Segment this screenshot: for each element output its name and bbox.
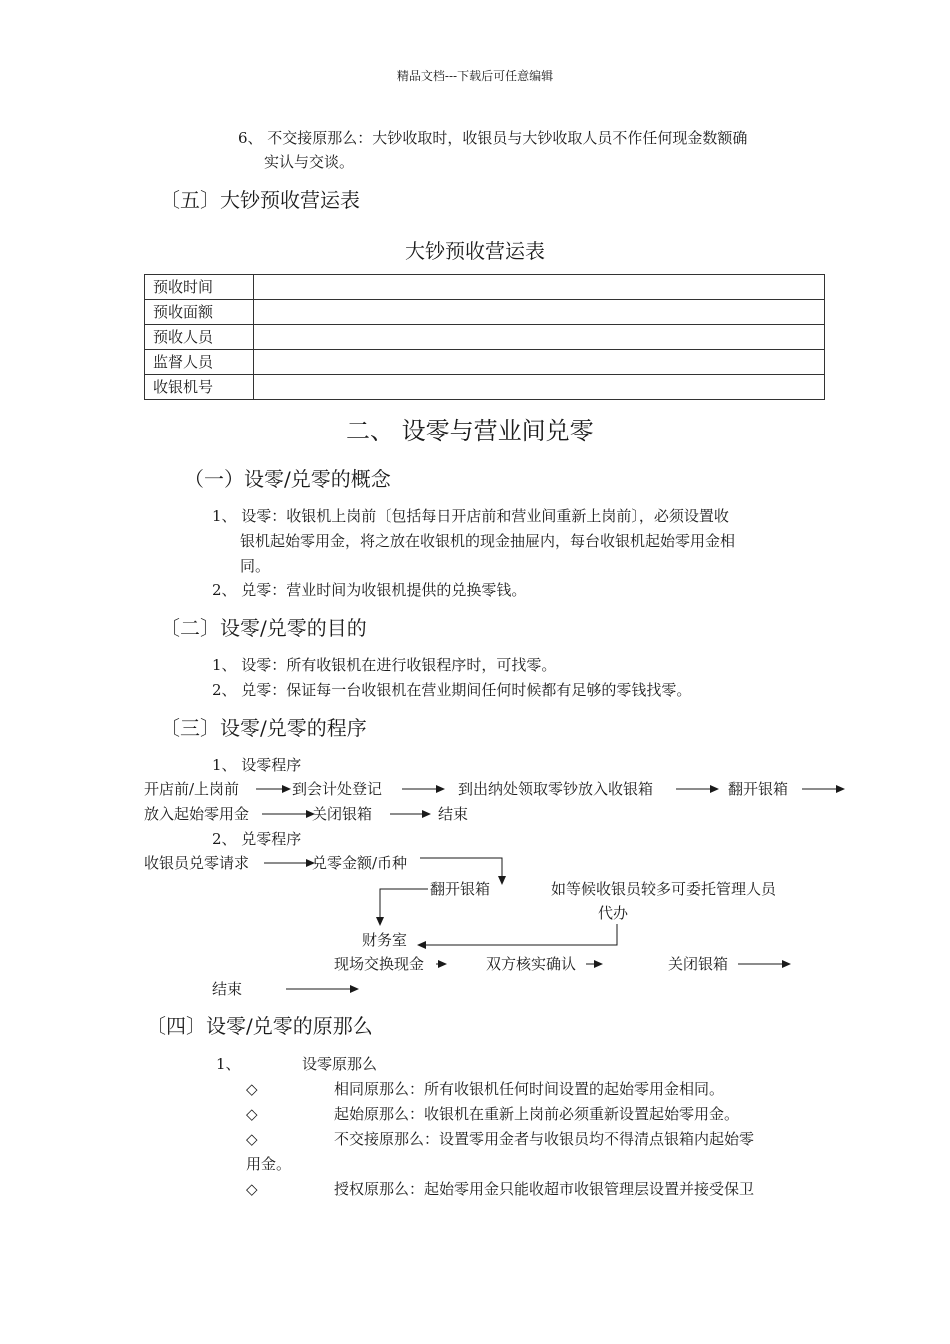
section-2-title: 〔二〕设零/兑零的目的 [160,616,367,640]
flow2-busy-line2: 代办 [598,904,629,922]
s2-item1: 1、 设零：所有收银机在进行收银程序时，可找零。 [212,656,557,674]
flow1-start: 开店前/上岗前 [144,780,240,798]
bullet-diamond-icon: ◇ [246,1130,258,1148]
section-1-title: （一）设零/兑零的概念 [184,467,391,491]
flow2-exchange: 现场交换现金 [334,955,425,973]
flow2-open: 翻开银箱 [430,880,491,898]
bullet-diamond-icon: ◇ [246,1180,258,1198]
flow1-close: 关闭银箱 [312,805,373,823]
principle-3-line1: 不交接原那么：设置零用金者与收银员均不得清点银箱内起始零 [334,1130,755,1148]
row-label: 收银机号 [145,375,254,400]
principle-1: 相同原那么：所有收银机任何时间设置的起始零用金相同。 [334,1080,725,1098]
s3-sub1: 1、 设零程序 [212,756,302,774]
item-6-line2: 实认与交谈。 [264,153,355,171]
table-title: 大钞预收营运表 [405,239,545,263]
flow2-end: 结束 [212,980,243,998]
section-5-title: 〔五〕大钞预收营运表 [160,188,360,212]
flow1-register: 到会计处登记 [292,780,383,798]
flow1-end: 结束 [438,805,469,823]
section-3-title: 〔三〕设零/兑零的程序 [160,716,367,740]
flow1-deposit: 放入起始零用金 [144,805,250,823]
row-label: 预收面额 [145,300,254,325]
bullet-diamond-icon: ◇ [246,1080,258,1098]
principle-3-line2: 用金。 [246,1155,292,1173]
s1-item1-line3: 同。 [240,557,271,575]
s1-item1-line1: 1、 设零：收银机上岗前〔包括每日开店前和营业间重新上岗前〕，必须设置收 [212,507,729,525]
s1-item1-line2: 银机起始零用金，将之放在收银机的现金抽屉内，每台收银机起始零用金相 [240,532,736,550]
s2-item2: 2、 兑零：保证每一台收银机在营业期间任何时候都有足够的零钱找零。 [212,681,692,699]
s1-item2: 2、 兑零：营业时间为收银机提供的兑换零钱。 [212,581,527,599]
principle-2: 起始原那么：收银机在重新上岗前必须重新设置起始零用金。 [334,1105,740,1123]
s4-sub-number: 1、 [216,1055,241,1073]
row-label: 预收时间 [145,275,254,300]
part-2-title: 二、 设零与营业间兑零 [346,417,594,445]
arrow [418,924,617,945]
bullet-diamond-icon: ◇ [246,1105,258,1123]
flow1-collect: 到出纳处领取零钞放入收银箱 [458,780,654,798]
flow2-close: 关闭银箱 [668,955,729,973]
item-6-line1: 6、 不交接原那么：大钞收取时，收银员与大钞收取人员不作任何现金数额确 [238,129,748,147]
arrow [380,889,428,925]
principle-4: 授权原那么：起始零用金只能收超市收银管理层设置并接受保卫 [334,1180,755,1198]
s3-sub2: 2、 兑零程序 [212,830,302,848]
s4-sub-title: 设零原那么 [302,1055,378,1073]
arrow [420,858,502,884]
flow1-open: 翻开银箱 [728,780,789,798]
row-label: 预收人员 [145,325,254,350]
flow2-finance: 财务室 [362,931,408,949]
page-header: 精品文档---下载后可任意编辑 [396,69,554,83]
flow2-confirm: 双方核实确认 [486,955,577,973]
row-label: 监督人员 [145,350,254,375]
flow2-request: 收银员兑零请求 [144,854,250,872]
section-4-title: 〔四〕设零/兑零的原那么 [146,1014,373,1038]
flow2-busy-line1: 如等候收银员较多可委托管理人员 [551,880,777,898]
flow2-amount: 兑零金额/币种 [312,854,408,872]
